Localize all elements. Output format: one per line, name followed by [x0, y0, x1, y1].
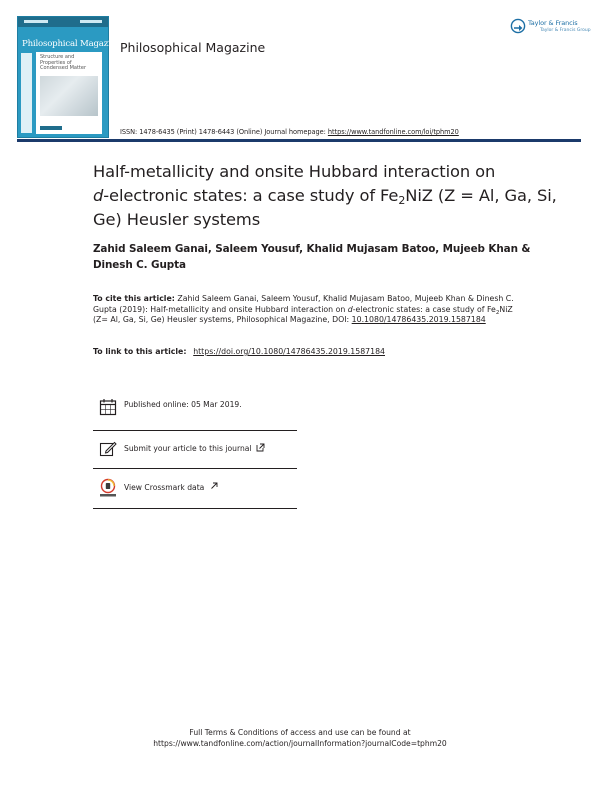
crossmark-row[interactable] — [93, 470, 297, 506]
issn-text: ISSN: 1478-6435 (Print) 1478-6443 (Online) Journal homepage: — [120, 128, 328, 136]
article-title-part1: Half-metallicity and onsite Hubbard interaction on — [93, 162, 496, 181]
article-title-part3: NiZ (Z = Al, Ga, Si, Ge) Heusler systems — [93, 186, 557, 229]
issn-line — [120, 128, 459, 136]
cover-panel — [36, 52, 102, 134]
citation-text-2: -electronic states: a case study of Fe — [352, 304, 496, 314]
footer — [0, 728, 600, 749]
footer-journal-info-link[interactable]: https://www.tandfonline.com/action/journalInformation?journalCode=tphm20 — [153, 738, 447, 748]
article-title-subscript: 2 — [398, 194, 406, 207]
citation-text-3: NiZ (Z= Al, Ga, Si, Ge) Heusler systems, Philosophical Magazine, DOI: — [93, 304, 513, 325]
journal-cover-image — [17, 16, 121, 138]
citation-doi-link[interactable]: 10.1080/14786435.2019.1587184 — [351, 315, 486, 325]
publisher-logo[interactable] — [510, 18, 591, 40]
article-link-line — [93, 347, 533, 357]
cover-top-strip — [18, 17, 108, 27]
footer-terms-line: Full Terms & Conditions of access and use can be found at — [189, 728, 411, 737]
citation-label: To cite this article: — [93, 294, 175, 303]
article-title-italic: d — [93, 186, 104, 205]
info-divider-1 — [93, 430, 297, 431]
article-doi-url-link[interactable]: https://doi.org/10.1080/14786435.2019.1587184 — [193, 347, 385, 356]
cover-title: Philosophical Magazine — [22, 39, 121, 49]
cover-publisher-mark — [40, 126, 62, 130]
publisher-logo-name: Taylor & Francis — [528, 19, 578, 27]
external-link-icon — [256, 443, 265, 452]
calendar-icon — [99, 398, 117, 416]
submit-article-link[interactable] — [124, 443, 265, 453]
crossmark-text: View Crossmark data — [124, 483, 205, 492]
journal-name: Philosophical Magazine — [120, 40, 266, 55]
published-online-row — [93, 390, 297, 426]
article-link-label: To link to this article: — [93, 347, 190, 356]
publisher-logo-group: Taylor & Francis Group — [540, 28, 591, 33]
cover-artwork — [40, 76, 98, 116]
article-title-part2: -electronic states: a case study of Fe — [103, 186, 399, 205]
info-divider-2 — [93, 468, 297, 469]
citation-subscript: 2 — [495, 309, 500, 316]
cover-subtitle: Structure and Properties of Condensed Matter — [40, 54, 87, 72]
external-link-icon — [209, 482, 218, 491]
cover-side-strip — [21, 53, 32, 133]
header-divider — [17, 139, 581, 142]
article-title — [93, 160, 563, 232]
citation-block — [93, 294, 523, 326]
info-divider-3 — [93, 508, 297, 509]
crossmark-icon — [99, 478, 117, 498]
citation-italic: d — [347, 304, 353, 314]
author-list: Zahid Saleem Ganai, Saleem Yousuf, Khalid Mujasam Batoo, Mujeeb Khan & Dinesh C. Gupta — [93, 243, 531, 271]
published-online-text: Published online: 05 Mar 2019. — [124, 400, 242, 409]
citation-text-1: Zahid Saleem Ganai, Saleem Yousuf, Khalid Mujasam Batoo, Mujeeb Khan & Dinesh C. Gupta (2019): Half-metallicity and onsite Hubbard interaction on — [93, 294, 514, 314]
publisher-logo-icon — [510, 18, 526, 34]
submit-article-row[interactable] — [93, 432, 297, 468]
edit-icon — [99, 440, 117, 458]
journal-homepage-link[interactable]: https://www.tandfonline.com/loi/tphm20 — [327, 128, 459, 136]
crossmark-link[interactable] — [124, 482, 218, 492]
submit-article-text: Submit your article to this journal — [124, 444, 252, 453]
